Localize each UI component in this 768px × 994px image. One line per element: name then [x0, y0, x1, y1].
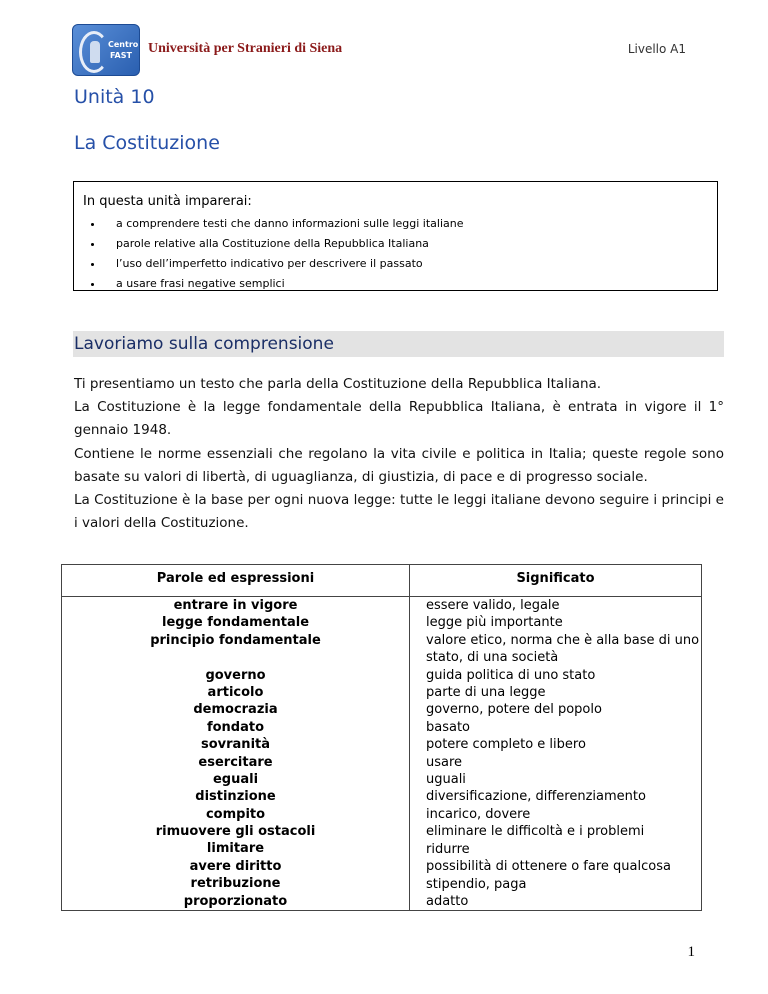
- header-meaning: Significato: [410, 565, 702, 597]
- logo-figure-icon: [90, 41, 100, 63]
- intro-paragraph: Ti presentiamo un testo che parla della Costituzione della Repubblica Italiana.: [74, 376, 602, 392]
- intro-paragraph: La Costituzione è la base per ogni nuova legge: tutte le leggi italiane devono seguire i principi e i valori della Costituzione.: [74, 492, 724, 532]
- section-heading: [73, 331, 724, 357]
- vocab-term: sovranità: [200, 737, 271, 753]
- centro-fast-logo: [72, 24, 140, 76]
- level-label: Livello A1: [627, 42, 686, 56]
- objective-item: • l’uso dell’imperfetto indicativo per descrivere il passato: [104, 254, 464, 274]
- header-terms: Parole ed espressioni: [62, 565, 410, 597]
- vocab-term: limitare: [206, 841, 265, 857]
- unit-title: Unità 10: [74, 86, 155, 108]
- terms-column: [62, 597, 410, 911]
- vocab-term: compito: [205, 806, 266, 822]
- logo-line2: FAST: [110, 51, 132, 60]
- vocab-meaning: legge più importante: [426, 615, 563, 631]
- objectives-heading: In questa unità imparerai:: [83, 194, 252, 209]
- vocab-meaning: potere completo e libero: [426, 737, 586, 753]
- vocab-meaning: governo, potere del popolo: [426, 702, 602, 718]
- page-number: 1: [687, 944, 695, 960]
- lesson-title: La Costituzione: [74, 132, 220, 154]
- vocab-meaning: guida politica di uno stato: [426, 667, 596, 683]
- vocab-meaning: essere valido, legale: [426, 598, 560, 613]
- vocab-meaning: possibilità di ottenere o fare qualcosa: [426, 859, 671, 875]
- vocab-meaning: stipendio, paga: [426, 876, 527, 892]
- objectives-box: [73, 181, 718, 291]
- vocab-term: distinzione: [195, 789, 276, 805]
- vocab-meaning: ridurre: [426, 841, 470, 857]
- intro-text: [74, 373, 724, 535]
- vocab-term: articolo: [207, 684, 264, 700]
- vocab-term: proporzionato: [183, 893, 288, 909]
- vocab-term: retribuzione: [190, 876, 281, 892]
- vocab-meaning: diversificazione, differenziamento: [426, 789, 646, 805]
- vocab-term: governo: [205, 667, 266, 683]
- section-title: Lavoriamo sulla comprensione: [74, 334, 334, 354]
- vocab-meaning: usare: [426, 754, 463, 770]
- vocab-term: rimuovere gli ostacoli: [155, 824, 316, 840]
- table-header-row: [62, 565, 702, 597]
- logo-line1: Centro: [108, 40, 139, 49]
- vocab-term: legge fondamentale: [161, 615, 310, 631]
- vocab-meaning: incarico, dovere: [426, 806, 531, 822]
- objective-item: • a comprendere testi che danno informazioni sulle leggi italiane: [104, 214, 464, 234]
- vocab-term: democrazia: [193, 702, 278, 718]
- table-body-row: [62, 597, 702, 911]
- vocab-meaning: parte di una legge: [426, 685, 546, 701]
- vocab-term: entrare in vigore: [173, 598, 298, 613]
- objective-item: • a usare frasi negative semplici: [104, 274, 464, 294]
- vocab-meaning: uguali: [426, 772, 466, 788]
- objective-item: • parole relative alla Costituzione della Repubblica Italiana: [104, 234, 464, 254]
- vocab-term: esercitare: [198, 754, 273, 770]
- intro-paragraph: Contiene le norme essenziali che regolano la vita civile e politica in Italia; queste regole sono basate su valori di libertà, di uguaglianza, di giustizia, di pace e di progresso sociale.: [74, 445, 724, 485]
- vocab-meaning: basato: [426, 719, 471, 735]
- vocab-meaning: eliminare le difficoltà e i problemi: [426, 824, 645, 840]
- vocab-term: principio fondamentale: [150, 632, 321, 648]
- vocab-term: [62, 649, 409, 666]
- vocab-term: fondato: [206, 719, 265, 735]
- vocab-meaning: valore etico, norma che è alla base di uno stato, di una società: [426, 632, 700, 666]
- objectives-list: [84, 214, 464, 294]
- meanings-column: [410, 597, 702, 911]
- intro-paragraph: La Costituzione è la legge fondamentale della Repubblica Italiana, è entrata in vigore il 1° gennaio 1948.: [74, 399, 724, 439]
- vocab-term: eguali: [212, 771, 259, 787]
- vocabulary-table: [61, 564, 702, 911]
- vocab-term: avere diritto: [189, 858, 282, 874]
- university-name: Università per Stranieri di Siena: [148, 41, 343, 56]
- vocab-meaning: adatto: [426, 893, 469, 909]
